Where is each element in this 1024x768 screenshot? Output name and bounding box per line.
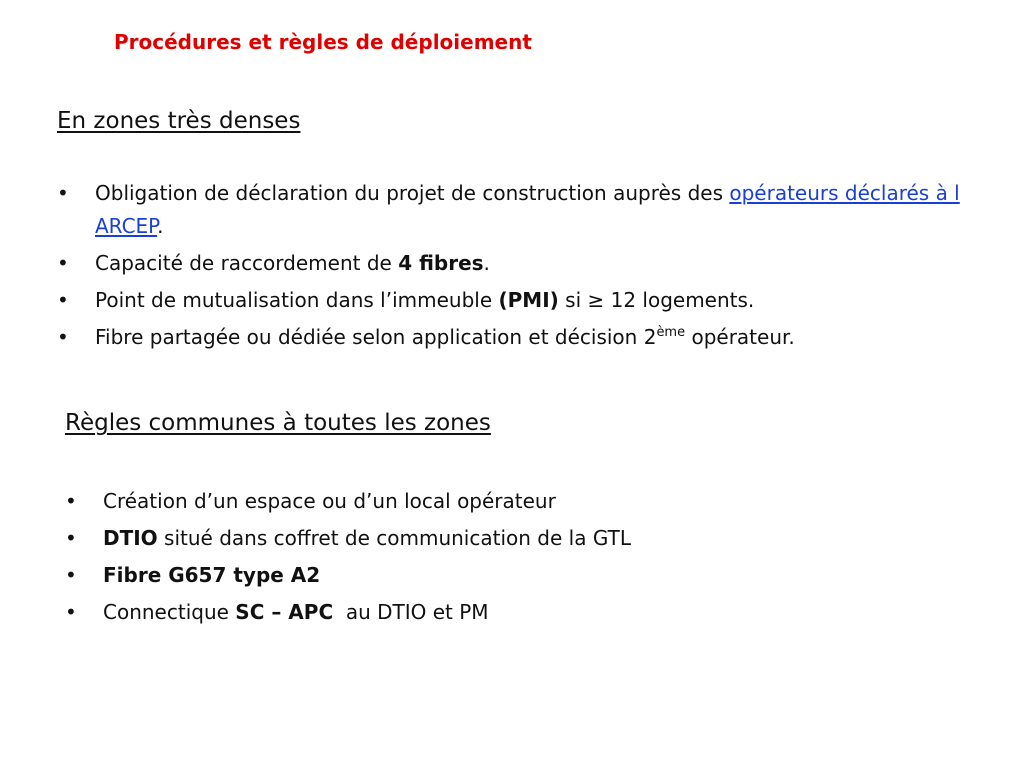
item-bold: SC – APC (235, 600, 334, 624)
bullet-icon: • (57, 288, 69, 312)
item-text-after: opérateur. (685, 325, 795, 349)
bullet-icon: • (57, 251, 69, 275)
list-item-shared-fiber (57, 321, 977, 354)
list-item-operator-space (65, 485, 885, 518)
item-bold: Fibre G657 type A2 (103, 563, 321, 587)
common-rules-list (65, 485, 885, 633)
arcep-operators-link[interactable]: opérateurs déclarés à l ARCEP (95, 181, 960, 238)
item-bold: DTIO (103, 526, 158, 550)
bullet-icon: • (65, 489, 77, 513)
list-item-dtio (65, 522, 885, 555)
item-bold: 4 fibres (398, 251, 484, 275)
item-text: Création d’un espace ou d’un local opérateur (103, 489, 556, 513)
bullet-icon: • (57, 325, 69, 349)
item-text: Point de mutualisation dans l’immeuble (95, 288, 499, 312)
item-text: Obligation de déclaration du projet de construction auprès des (95, 181, 730, 205)
list-item-capacity (57, 247, 977, 280)
list-item-connector (65, 596, 885, 629)
item-superscript: ème (656, 325, 686, 340)
bullet-icon: • (57, 181, 69, 205)
item-text: Connectique (103, 600, 236, 624)
item-text-after: . (483, 251, 490, 275)
list-item-fiber-type (65, 559, 885, 592)
item-text-after: au DTIO et PM (333, 600, 489, 624)
item-text-after: . (157, 214, 164, 238)
bullet-icon: • (65, 563, 77, 587)
section-heading-common-rules: Règles communes à toutes les zones (65, 410, 491, 436)
item-text-after: situé dans coffret de communication de la GTL (157, 526, 631, 550)
dense-zones-list (57, 177, 977, 358)
bullet-icon: • (65, 600, 77, 624)
item-text-after: si ≥ 12 logements. (558, 288, 755, 312)
section-heading-dense-zones: En zones très denses (57, 108, 301, 134)
bullet-icon: • (65, 526, 77, 550)
item-text: Fibre partagée ou dédiée selon application et décision 2 (95, 325, 657, 349)
list-item-declaration (57, 177, 977, 243)
item-bold: (PMI) (498, 288, 559, 312)
slide-title: Procédures et règles de déploiement (114, 30, 532, 54)
item-text: Capacité de raccordement de (95, 251, 399, 275)
list-item-pmi (57, 284, 977, 317)
